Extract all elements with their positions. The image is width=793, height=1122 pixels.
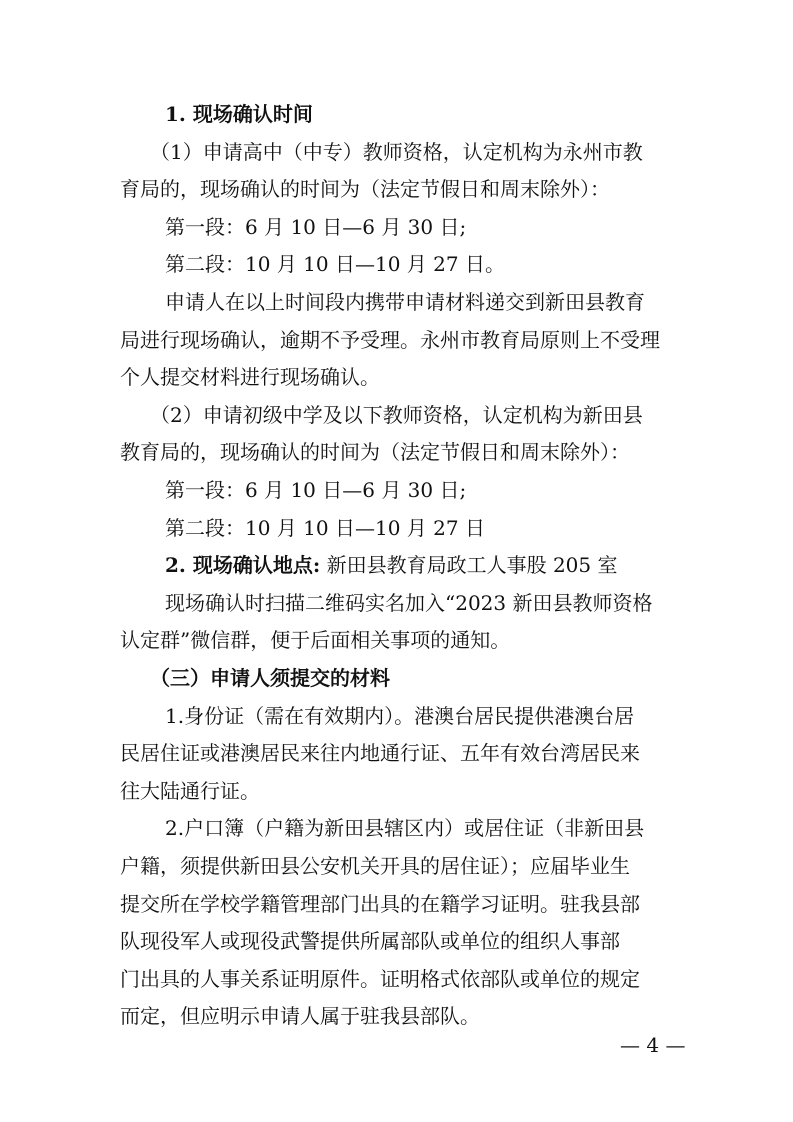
paragraph-line: 现场确认时扫描二维码实名加入“2023 新田县教师资格 xyxy=(165,590,653,615)
paragraph-line: 教育局的，现场确认的时间为（法定节假日和周末除外）： xyxy=(120,440,630,465)
paragraph-line: 民居住证或港澳居民来往内地通行证、五年有效台湾居民来 xyxy=(120,741,640,766)
paragraph-line: 门出具的人事关系证明原件。证明格式依部队或单位的规定 xyxy=(120,966,640,991)
paragraph-line: 2.户口簿（户籍为新田县辖区内）或居住证（非新田县 xyxy=(165,816,645,841)
paragraph-line-location xyxy=(165,547,725,585)
paragraph-line: （2）申请初级中学及以下教师资格，认定机构为新田县 xyxy=(150,402,643,427)
paragraph-line: 第一段：6 月 10 日—6 月 30 日; xyxy=(165,478,467,502)
paragraph-line: 户籍，须提供新田县公安机关开具的居住证）；应届毕业生 xyxy=(120,854,630,878)
heading-required-materials: （三）申请人须提交的材料 xyxy=(150,666,390,690)
paragraph-line: 第二段：10 月 10 日—10 月 27 日。 xyxy=(165,252,505,277)
paragraph-line: 申请人在以上时间段内携带申请材料递交到新田县教育 xyxy=(165,290,645,314)
paragraph-line: 队现役军人或现役武警提供所属部队或单位的组织人事部 xyxy=(120,929,620,954)
page-number: — 4 — xyxy=(620,1033,686,1057)
paragraph-line: 个人提交材料进行现场确认。 xyxy=(120,365,380,390)
location-text: 新田县教育局政工人事股 205 室 xyxy=(320,553,618,578)
paragraph-line: 认定群”微信群，便于后面相关事项的通知。 xyxy=(120,628,511,653)
paragraph-line: 第一段：6 月 10 日—6 月 30 日; xyxy=(165,214,467,239)
paragraph-line: 育局的，现场确认的时间为（法定节假日和周末除外）： xyxy=(120,177,610,202)
paragraph-line: 1.身份证（需在有效期内）。港澳台居民提供港澳台居 xyxy=(165,703,635,728)
paragraph-line: 提交所在学校学籍管理部门出具的在籍学习证明。驻我县部 xyxy=(120,891,640,916)
heading-onsite-confirmation-time: 1. 现场确认时间 xyxy=(165,102,313,126)
paragraph-line: 局进行现场确认，逾期不予受理。永州市教育局原则上不受理 xyxy=(120,327,660,352)
heading-onsite-confirmation-location: 2. 现场确认地点: xyxy=(165,553,321,578)
paragraph-line: 第二段：10 月 10 日—10 月 27 日 xyxy=(165,515,485,540)
paragraph-line: （1）申请高中（中专）教师资格，认定机构为永州市教 xyxy=(150,139,643,164)
paragraph-line: 往大陆通行证。 xyxy=(120,778,260,803)
paragraph-line: 而定，但应明示申请人属于驻我县部队。 xyxy=(120,1004,480,1029)
